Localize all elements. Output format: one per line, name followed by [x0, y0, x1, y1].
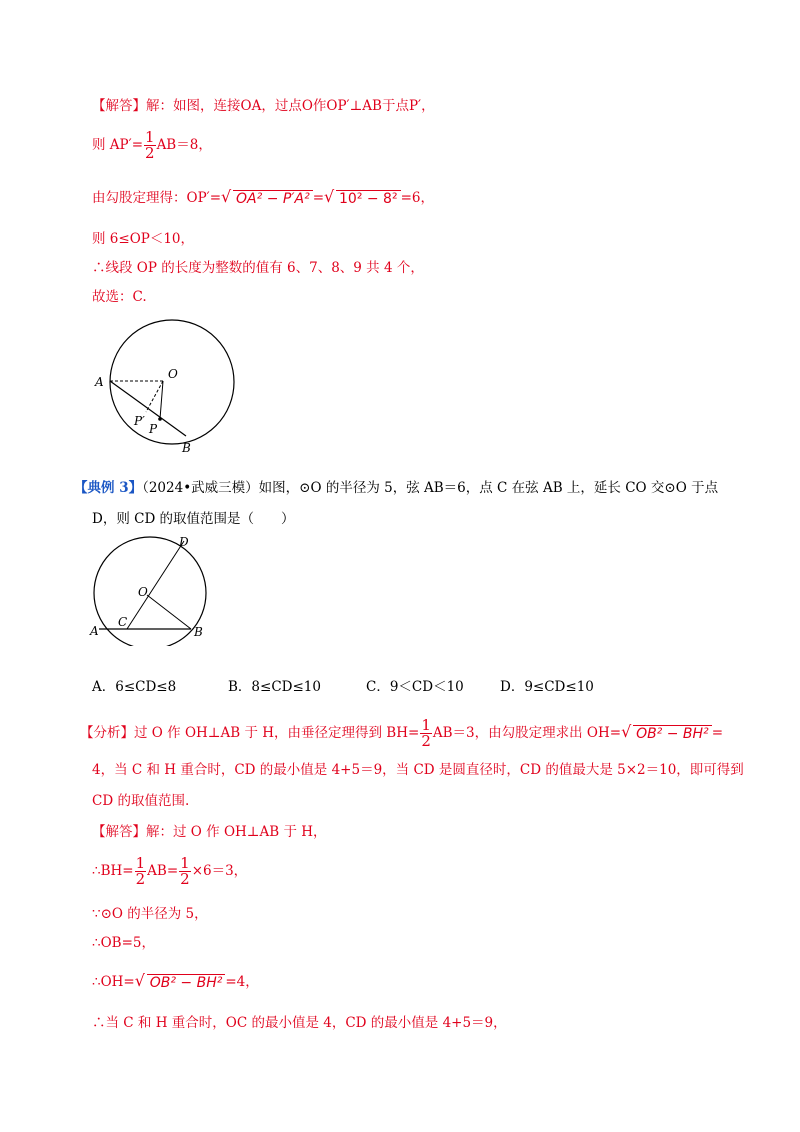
- bh-equation: [92, 856, 247, 887]
- solution-1-header: [92, 96, 435, 116]
- fraction-numerator: 1: [180, 854, 190, 872]
- pythagoras-prefix: 由勾股定理得：OP′=: [92, 190, 222, 206]
- bh-middle: AB=: [147, 863, 179, 879]
- fraction-numerator: 1: [135, 854, 146, 872]
- example-tag: 【典例 3】: [74, 480, 143, 496]
- ob-statement: ∴OB=5，: [92, 935, 155, 951]
- radical-1: [221, 186, 313, 209]
- option-letter: D．: [500, 679, 525, 695]
- bh-prefix: ∴BH=: [92, 863, 134, 879]
- segment-op: [160, 381, 163, 419]
- label-d: D: [179, 535, 189, 549]
- option-letter: B．: [228, 679, 252, 695]
- fraction-numerator: 1: [145, 128, 155, 146]
- oh-equation: [92, 972, 259, 993]
- point-p: [158, 417, 162, 421]
- solution-tag: 【解答】: [92, 98, 146, 114]
- final-statement: ∴当 C 和 H 重合时，OC 的最小值是 4，CD 的最小值是 4+5＝9，: [92, 1015, 507, 1031]
- segment-ob: [147, 595, 191, 629]
- fraction-denominator: 2: [145, 144, 155, 162]
- pythagoras-equation: [92, 188, 434, 209]
- radicand: OB² − BH²: [147, 974, 226, 991]
- analysis-line-1: [80, 718, 723, 749]
- radical: [621, 721, 712, 744]
- analysis-tag: 【分析】: [80, 725, 134, 741]
- label-o: O: [168, 367, 178, 381]
- label-c: C: [118, 615, 128, 629]
- pythagoras-suffix: =6，: [400, 190, 434, 206]
- analysis-line-3: CD 的取值范围.: [92, 793, 190, 809]
- fraction-denominator: 2: [421, 732, 431, 750]
- option-c[interactable]: [366, 677, 464, 697]
- figure-1-circle: [88, 318, 248, 458]
- radicand: OA² − P′A²: [233, 190, 313, 207]
- analysis-text: AB＝3，由勾股定理求出 OH=: [432, 725, 622, 741]
- sqrt-icon: √: [221, 186, 232, 206]
- solution-text: 解：过 O 作 OH⊥AB 于 H，: [146, 824, 327, 840]
- bh-suffix: ×6＝3，: [191, 863, 248, 879]
- label-p: P: [149, 422, 158, 436]
- label-b: B: [194, 625, 203, 639]
- oh-prefix: ∴OH=: [92, 974, 135, 990]
- solution-text: 解：如图，连接OA，过点O作OP′⊥AB于点P′，: [146, 98, 435, 114]
- choose-answer: 故选：C.: [92, 289, 147, 305]
- radius-statement: ∵⊙O 的半径为 5，: [92, 906, 208, 922]
- fraction-half: [179, 856, 191, 887]
- analysis-text: 过 O 作 OH⊥AB 于 H，由垂径定理得到 BH=: [134, 725, 420, 741]
- option-text: 8≤CD≤10: [251, 679, 321, 695]
- op-range: 则 6≤OP＜10，: [92, 231, 195, 247]
- ap-prefix: 则 AP′=: [92, 137, 144, 153]
- label-o: O: [138, 585, 148, 599]
- sqrt-icon: √: [324, 186, 335, 206]
- option-text: 9≤CD≤10: [524, 679, 594, 695]
- example-text: （2024•武威三模）如图，⊙O 的半径为 5，弦 AB＝6，点 C 在弦 AB 上，延长 CO 交⊙O 于点: [142, 480, 719, 496]
- label-a: A: [95, 375, 104, 389]
- option-text: 9＜CD＜10: [389, 679, 464, 695]
- sqrt-icon: √: [621, 721, 632, 741]
- label-p-prime: P′: [134, 414, 145, 428]
- figure-2-circle: [86, 534, 226, 646]
- integer-count: ∴线段 OP 的长度为整数的值有 6、7、8、9 共 4 个，: [92, 260, 424, 276]
- option-letter: A．: [92, 679, 116, 695]
- fraction-denominator: 2: [135, 870, 146, 888]
- example-3-line-2: D，则 CD 的取值范围是（ ）: [92, 511, 295, 527]
- label-a: A: [90, 624, 99, 638]
- option-d[interactable]: [500, 677, 594, 697]
- fraction-half: [144, 130, 156, 161]
- sqrt-icon: √: [134, 970, 145, 990]
- solution-2-header: [92, 822, 327, 842]
- option-text: 6≤CD≤8: [115, 679, 177, 695]
- equals-sign: =: [312, 190, 324, 206]
- answer-options: [92, 677, 712, 697]
- equals-sign: =: [711, 725, 723, 741]
- fraction-half: [420, 718, 432, 749]
- fraction-numerator: 1: [421, 716, 431, 734]
- radicand: 10² − 8²: [336, 190, 401, 207]
- circle: [94, 537, 206, 646]
- oh-suffix: =4，: [225, 974, 259, 990]
- option-a[interactable]: [92, 677, 176, 697]
- solution-tag: 【解答】: [92, 824, 146, 840]
- segment-cd: [127, 541, 184, 629]
- fraction-denominator: 2: [180, 870, 190, 888]
- option-b[interactable]: [228, 677, 321, 697]
- radicand: OB² − BH²: [633, 725, 712, 742]
- radical-2: [324, 186, 401, 209]
- option-letter: C．: [366, 679, 390, 695]
- example-3-line-1: [74, 478, 718, 498]
- analysis-line-2: 4，当 C 和 H 重合时，CD 的最小值是 4+5＝9，当 CD 是圆直径时，CD 的值最大是 5×2＝10，即可得到: [92, 762, 744, 778]
- ap-equation: [92, 130, 212, 161]
- radical: [134, 970, 226, 993]
- fraction-half: [135, 856, 147, 887]
- label-b: B: [182, 441, 191, 455]
- ap-suffix: AB＝8，: [156, 137, 212, 153]
